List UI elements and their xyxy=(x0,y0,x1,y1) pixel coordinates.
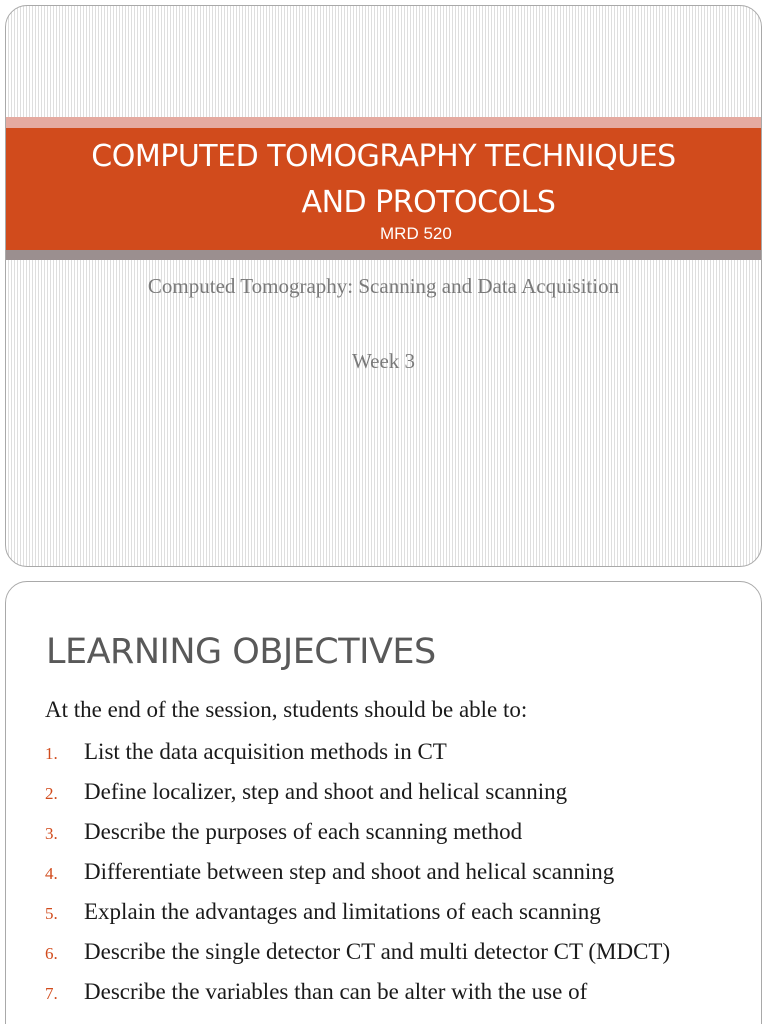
objectives-slide xyxy=(5,581,762,1024)
title-slide xyxy=(5,5,762,567)
objective-item xyxy=(45,897,725,926)
objective-item xyxy=(45,777,725,806)
objective-number: 3. xyxy=(45,824,58,843)
slide-title-line2: AND PROTOCOLS xyxy=(301,185,556,220)
objective-text: List the data acquisition methods in CT xyxy=(84,739,447,764)
objective-number: 7. xyxy=(45,984,58,1003)
objectives-intro: At the end of the session, students should be able to: xyxy=(45,697,528,722)
objective-number: 2. xyxy=(45,784,58,803)
slide-title-line1: COMPUTED TOMOGRAPHY TECHNIQUES xyxy=(91,139,676,174)
objective-number: 4. xyxy=(45,864,58,883)
objective-text: Describe the variables than can be alter with the use of xyxy=(84,979,588,1004)
objective-text: Describe the single detector CT and multi detector CT (MDCT) xyxy=(84,939,671,964)
objective-item xyxy=(45,857,725,886)
objectives-list xyxy=(45,737,725,1017)
objective-text: Describe the purposes of each scanning method xyxy=(84,819,523,844)
objective-item xyxy=(45,937,725,966)
objective-number: 1. xyxy=(45,744,58,763)
objective-item xyxy=(45,817,725,846)
week-label: Week 3 xyxy=(351,349,416,373)
objective-item xyxy=(45,977,725,1006)
title-band-bottom xyxy=(6,250,761,260)
slide-title xyxy=(6,134,761,226)
objective-number: 6. xyxy=(45,944,58,963)
objectives-heading: LEARNING OBJECTIVES xyxy=(46,632,436,672)
objective-text: Differentiate between step and shoot and helical scanning xyxy=(84,859,615,884)
title-band-top xyxy=(6,117,761,128)
objective-number: 5. xyxy=(45,904,58,923)
objective-text: Explain the advantages and limitations of each scanning xyxy=(84,899,601,924)
slide-subtitle: Computed Tomography: Scanning and Data Acquisition xyxy=(147,274,620,298)
objective-text: Define localizer, step and shoot and helical scanning xyxy=(84,779,568,804)
course-code: MRD 520 xyxy=(380,224,452,243)
objective-item xyxy=(45,737,725,766)
